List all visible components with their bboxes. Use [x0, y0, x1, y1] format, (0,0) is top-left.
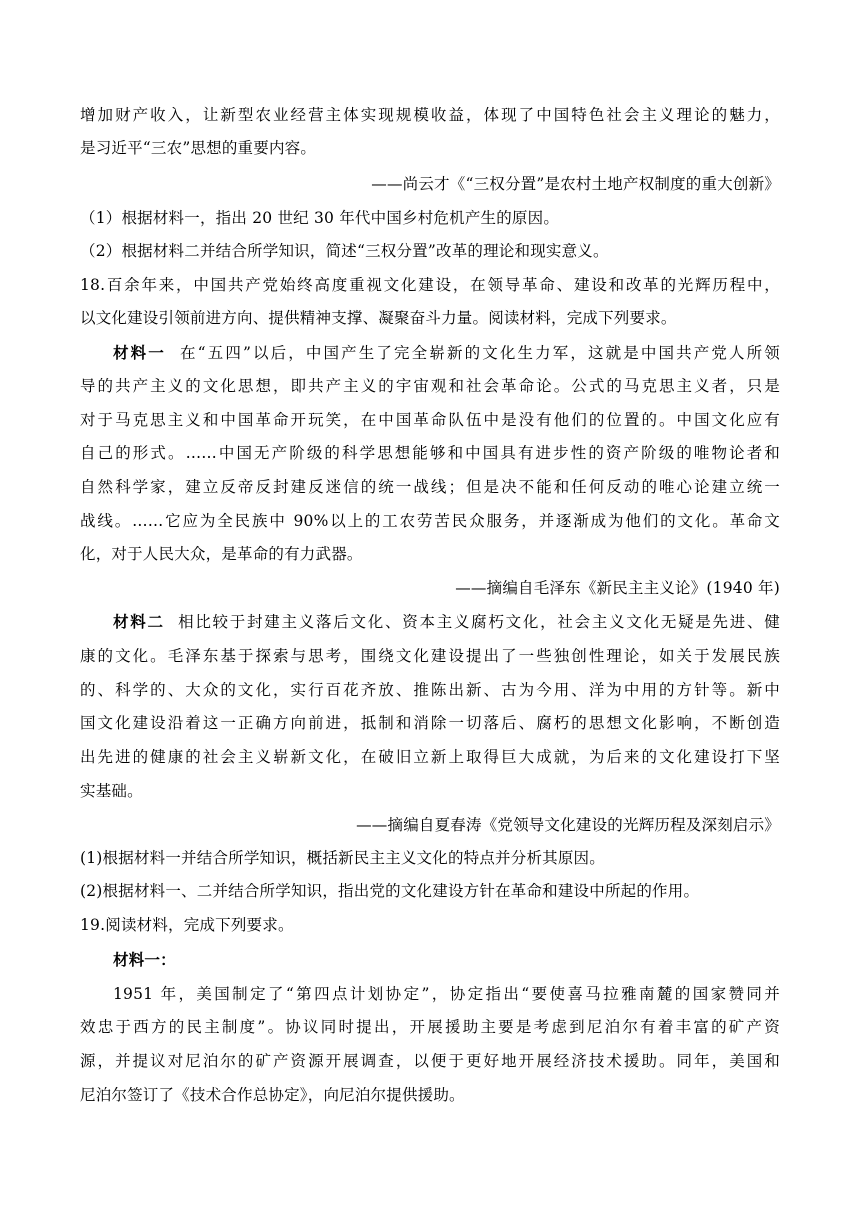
q18-material-1-label: 材料一: [113, 343, 166, 362]
q19-material-1-line-1: 1951 年，美国制定了“第四点计划协定”，协定指出“要使喜马拉雅南麓的国家赞同并: [113, 985, 780, 1003]
q18-material-1-source: ——摘编自毛泽东《新民主主义论》(1940 年): [455, 579, 780, 597]
q17-sub-question-1: （1）根据材料一，指出 20 世纪 30 年代中国乡村危机产生的原因。: [80, 209, 560, 227]
q17-sub-question-2: （2）根据材料二并结合所学知识，简述“三权分置”改革的理论和现实意义。: [80, 242, 609, 260]
q18-sub-question-1: (1)根据材料一并结合所学知识，概括新民主主义文化的特点并分析其原因。: [80, 849, 605, 867]
q18-material-2-line-5: 出先进的健康的社会主义崭新文化，在破旧立新上取得巨大成就，为后来的文化建设打下坚: [80, 748, 780, 766]
q18-sub-question-2: (2)根据材料一、二并结合所学知识，指出党的文化建设方针在革命和建设中所起的作用。: [80, 882, 700, 900]
q19-material-1-line-3: 源，并提议对尼泊尔的矿产资源开展调查，以便于更好地开展经济技术援助。同年，美国和: [80, 1052, 780, 1070]
q18-material-1-text-1: 在“五四”以后，中国产生了完全崭新的文化生力军，这就是中国共产党人所领: [180, 344, 780, 362]
q18-material-1-line-5: 自然科学家，建立反帝反封建反迷信的统一战线；但是决不能和任何反动的唯心论建立统一: [80, 478, 780, 496]
q18-material-1-line-1: [113, 343, 780, 363]
q17-source-citation: ——尚云才《“三权分置”是农村土地产权制度的重大创新》: [371, 175, 780, 193]
q19-material-1-line-2: 效忠于西方的民主制度”。协议同时提出，开展援助主要是考虑到尼泊尔有着丰富的矿产资: [80, 1018, 780, 1036]
q17-text-line-2: 是习近平“三农”思想的重要内容。: [80, 139, 317, 157]
q18-stem-line-1: 18.百余年来，中国共产党始终高度重视文化建设，在领导革命、建设和改革的光辉历程中，: [80, 276, 780, 294]
q19-stem: 19.阅读材料，完成下列要求。: [80, 916, 294, 934]
q18-material-1-line-3: 对于马克思主义和中国革命开玩笑，在中国革命队伍中是没有他们的位置的。中国文化应有: [80, 411, 780, 429]
q18-material-1-line-4: 自己的形式。……中国无产阶级的科学思想能够和中国具有进步性的资产阶级的唯物论者和: [80, 444, 780, 462]
q18-material-2-line-3: 的、科学的、大众的文化，实行百花齐放、推陈出新、古为今用、洋为中用的方针等。新中: [80, 681, 780, 699]
q18-stem-line-2: 以文化建设引领前进方向、提供精神支撑、凝聚奋斗力量。阅读材料，完成下列要求。: [80, 309, 677, 327]
q19-material-1-line-4: 尼泊尔签订了《技术合作总协定》，向尼泊尔提供援助。: [80, 1086, 465, 1104]
q18-material-1-line-6: 战线。……它应为全民族中 90%以上的工农劳苦民众服务，并逐渐成为他们的文化。革命文: [80, 512, 780, 530]
q18-material-2-line-4: 国文化建设沿着这一正确方向前进，抵制和消除一切落后、腐朽的思想文化影响，不断创造: [80, 714, 780, 732]
q18-material-2-line-2: 康的文化。毛泽东基于探索与思考，围绕文化建设提出了一些独创性理论，如关于发展民族: [80, 647, 780, 665]
q17-text-line-1: 增加财产收入，让新型农业经营主体实现规模收益，体现了中国特色社会主义理论的魅力，: [80, 106, 780, 124]
q18-material-2-source: ——摘编自夏春涛《党领导文化建设的光辉历程及深刻启示》: [356, 816, 780, 834]
q18-material-2-line-6: 实基础。: [80, 782, 143, 800]
q18-material-2-label: 材料二: [113, 612, 165, 631]
q18-material-1-line-2: 导的共产主义的文化思想，即共产主义的宇宙观和社会革命论。公式的马克思主义者，只是: [80, 377, 780, 395]
q18-material-2-line-1: [113, 612, 780, 632]
q19-material-1-label: 材料一：: [113, 950, 176, 969]
q18-material-2-text-1: 相比较于封建主义落后文化、资本主义腐朽文化，社会主义文化无疑是先进、健: [178, 613, 780, 631]
q18-material-1-line-7: 化，对于人民大众，是革命的有力武器。: [80, 545, 363, 563]
